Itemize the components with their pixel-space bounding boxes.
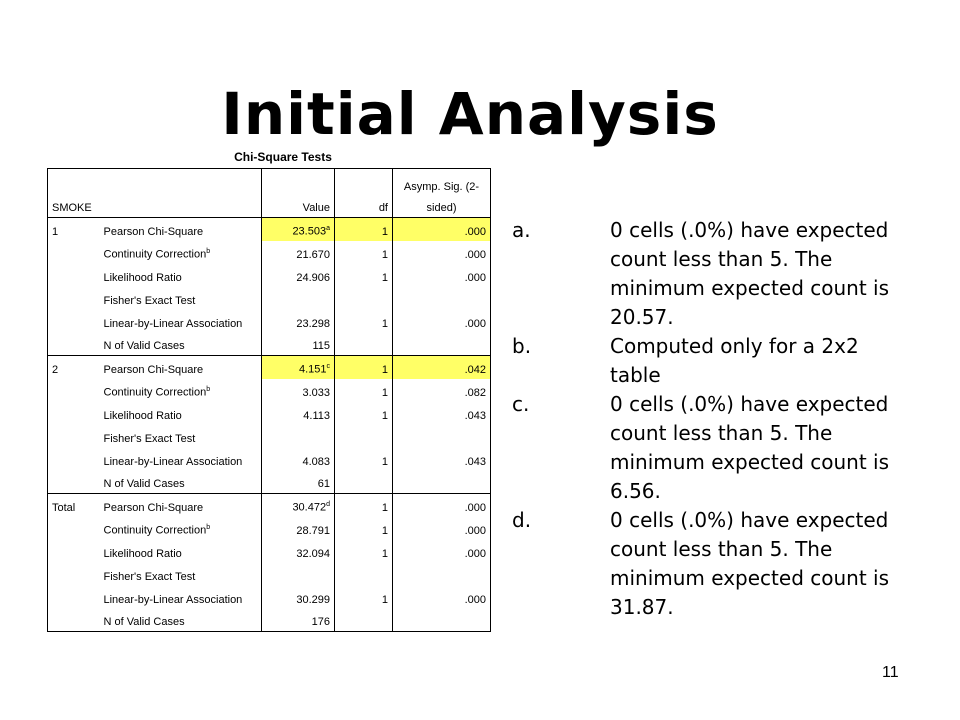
df-cell: 1 [335, 218, 393, 241]
table-header-row-1 [48, 169, 491, 196]
footnote-text: 0 cells (.0%) have expected count less than 5. The minimum expected count is 6.56. [610, 392, 890, 503]
footnotes [512, 216, 932, 622]
group-cell [48, 264, 100, 287]
table-caption: Chi-Square Tests [234, 150, 332, 164]
footnote [512, 390, 932, 506]
group-cell: 2 [48, 356, 100, 379]
df-cell [335, 333, 393, 356]
sig-cell: .000 [393, 264, 491, 287]
statistic-cell: Fisher's Exact Test [100, 287, 262, 310]
df-cell: 1 [335, 356, 393, 379]
df-cell: 1 [335, 264, 393, 287]
group-cell [48, 425, 100, 448]
df-cell [335, 563, 393, 586]
statistic-cell: N of Valid Cases [100, 471, 262, 494]
group-cell [48, 241, 100, 264]
group-cell [48, 563, 100, 586]
value-cell: 4.083 [262, 448, 335, 471]
footnote [512, 332, 932, 390]
value-cell: 30.299 [262, 586, 335, 609]
footnote-key: a. [512, 218, 531, 242]
df-header: df [335, 196, 393, 218]
value-cell: 3.033 [262, 379, 335, 402]
df-cell [335, 471, 393, 494]
df-cell: 1 [335, 494, 393, 517]
table-row [48, 609, 491, 632]
footnote [512, 216, 932, 332]
statistic-cell: Linear-by-Linear Association [100, 310, 262, 333]
value-header: Value [262, 196, 335, 218]
statistic-cell: N of Valid Cases [100, 609, 262, 632]
group-cell [48, 402, 100, 425]
group-cell [48, 540, 100, 563]
sig-cell: .000 [393, 218, 491, 241]
footnote-key: c. [512, 392, 530, 416]
group-cell: Total [48, 494, 100, 517]
value-cell [262, 287, 335, 310]
statistic-cell: Likelihood Ratio [100, 402, 262, 425]
value-cell [262, 563, 335, 586]
table-row [48, 333, 491, 356]
df-cell: 1 [335, 402, 393, 425]
sig-cell: .043 [393, 448, 491, 471]
smoke-header: SMOKE [48, 196, 100, 218]
table-header-row-2 [48, 196, 491, 218]
value-cell: 4.113 [262, 402, 335, 425]
statistic-cell: Pearson Chi-Square [100, 494, 262, 517]
df-cell [335, 287, 393, 310]
table-row [48, 402, 491, 425]
table-row [48, 287, 491, 310]
sig-cell: .082 [393, 379, 491, 402]
df-cell: 1 [335, 310, 393, 333]
sig-cell: .000 [393, 494, 491, 517]
footnote-marker: a [326, 224, 330, 232]
df-cell: 1 [335, 241, 393, 264]
sig-cell: .000 [393, 586, 491, 609]
statistic-cell: Fisher's Exact Test [100, 563, 262, 586]
footnote-text: 0 cells (.0%) have expected count less than 5. The minimum expected count is 31.87. [610, 508, 890, 619]
statistic-cell: Pearson Chi-Square [100, 218, 262, 241]
table-row [48, 356, 491, 379]
group-cell [48, 448, 100, 471]
sig-cell [393, 287, 491, 310]
statistic-cell: Continuity Correction$^b$ [100, 241, 262, 264]
table-row [48, 540, 491, 563]
table-row [48, 310, 491, 333]
value-cell: 23.503$^a$ [262, 218, 335, 241]
table-row [48, 425, 491, 448]
value-cell: 61 [262, 471, 335, 494]
footnote-text: 0 cells (.0%) have expected count less than 5. The minimum expected count is 20.57. [610, 218, 890, 329]
statistic-cell: N of Valid Cases [100, 333, 262, 356]
footnote-marker: b [206, 523, 211, 531]
sig-cell [393, 563, 491, 586]
table-row [48, 517, 491, 540]
group-cell [48, 471, 100, 494]
statistic-cell: Continuity Correction$^b$ [100, 517, 262, 540]
sig-cell [393, 333, 491, 356]
group-cell [48, 287, 100, 310]
value-cell: 30.472$^d$ [262, 494, 335, 517]
statistic-cell: Linear-by-Linear Association [100, 586, 262, 609]
table-row [48, 448, 491, 471]
value-cell: 28.791 [262, 517, 335, 540]
footnote-key: b. [512, 334, 532, 358]
df-cell: 1 [335, 379, 393, 402]
df-cell [335, 425, 393, 448]
df-cell: 1 [335, 540, 393, 563]
value-cell: 21.670 [262, 241, 335, 264]
value-cell: 115 [262, 333, 335, 356]
df-cell [335, 609, 393, 632]
footnote-marker: b [206, 385, 211, 393]
value-cell [262, 425, 335, 448]
table-row [48, 264, 491, 287]
df-cell: 1 [335, 517, 393, 540]
chi-square-table [47, 168, 491, 632]
page-number: 11 [882, 664, 899, 681]
table-row [48, 586, 491, 609]
statistic-cell: Likelihood Ratio [100, 540, 262, 563]
table-row [48, 563, 491, 586]
value-cell: 23.298 [262, 310, 335, 333]
sig-cell [393, 609, 491, 632]
table-row [48, 494, 491, 517]
footnote [512, 506, 932, 622]
statistic-cell: Likelihood Ratio [100, 264, 262, 287]
statistic-cell: Continuity Correction$^b$ [100, 379, 262, 402]
table-row [48, 471, 491, 494]
sig-cell: .000 [393, 540, 491, 563]
footnote-text: Computed only for a 2x2 table [610, 334, 859, 387]
footnote-marker: c [326, 362, 330, 370]
sig-header-line2: sided) [393, 196, 491, 218]
table-row [48, 218, 491, 241]
group-cell [48, 586, 100, 609]
value-cell: 176 [262, 609, 335, 632]
df-cell: 1 [335, 586, 393, 609]
sig-cell: .043 [393, 402, 491, 425]
value-cell: 4.151$^c$ [262, 356, 335, 379]
statistic-cell: Pearson Chi-Square [100, 356, 262, 379]
sig-cell [393, 425, 491, 448]
table-row [48, 241, 491, 264]
slide-title: Initial Analysis [221, 80, 719, 148]
statistic-cell: Linear-by-Linear Association [100, 448, 262, 471]
statistic-cell: Fisher's Exact Test [100, 425, 262, 448]
group-cell [48, 609, 100, 632]
footnote-key: d. [512, 508, 532, 532]
value-cell: 32.094 [262, 540, 335, 563]
sig-cell: .000 [393, 517, 491, 540]
group-cell [48, 333, 100, 356]
sig-cell [393, 471, 491, 494]
footnote-marker: b [206, 247, 211, 255]
footnote-marker: d [326, 500, 330, 508]
sig-header-line1: Asymp. Sig. (2- [393, 169, 491, 196]
sig-cell: .000 [393, 310, 491, 333]
group-cell [48, 517, 100, 540]
group-cell [48, 379, 100, 402]
sig-cell: .042 [393, 356, 491, 379]
group-cell: 1 [48, 218, 100, 241]
table-row [48, 379, 491, 402]
df-cell: 1 [335, 448, 393, 471]
value-cell: 24.906 [262, 264, 335, 287]
sig-cell: .000 [393, 241, 491, 264]
group-cell [48, 310, 100, 333]
